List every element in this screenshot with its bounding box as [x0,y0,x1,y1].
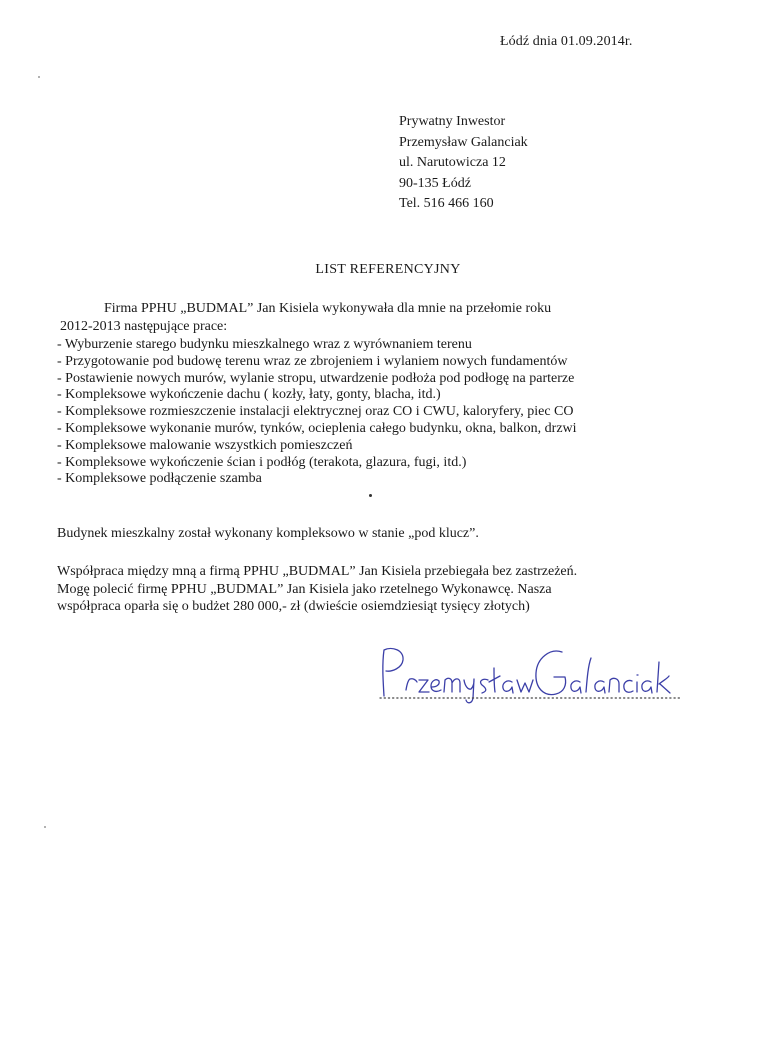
addressee-line: Przemysław Galanciak [399,134,528,150]
signature-drawing [370,640,690,710]
stray-dot [369,494,372,497]
paragraph-line: Mogę polecić firmę PPHU „BUDMAL” Jan Kisiela jako rzetelnego Wykonawcę. Nasza [57,581,552,597]
works-item: - Postawienie nowych murów, wylanie stropu, utwardzenie podłoża pod podłogę na parterze [57,370,575,386]
addressee-line: ul. Narutowicza 12 [399,155,506,170]
works-item: - Kompleksowe malowanie wszystkich pomieszczeń [57,437,353,453]
paragraph-line: Współpraca między mną a firmą PPHU „BUDMAL” Jan Kisiela przebiegała bez zastrzeżeń. [57,564,578,579]
paragraph-recommendation [57,563,577,616]
paragraph-turnkey: Budynek mieszkalny został wykonany kompleksowo w stanie „pod klucz”. [57,526,479,541]
works-item: - Przygotowanie pod budowę terenu wraz ze zbrojeniem i wylaniem nowych fundamentów [57,353,568,369]
addressee-line: 90-135 Łódź [399,175,471,191]
scan-speck [38,76,40,78]
handwritten-signature [370,640,690,710]
addressee-line: Prywatny Inwestor [399,114,506,129]
scan-speck [44,826,46,828]
addressee-line: Tel. 516 466 160 [399,196,494,211]
works-item: - Wyburzenie starego budynku mieszkalnego wraz z wyrównaniem terenu [57,337,472,352]
works-item: - Kompleksowe podłączenie szamba [57,471,262,487]
letter-title: LIST REFERENCYJNY [315,262,461,277]
works-list [57,337,577,488]
works-item: - Kompleksowe rozmieszczenie instalacji elektrycznej oraz CO i CWU, kaloryfery, piec CO [57,404,574,420]
intro-paragraph [56,300,696,336]
works-item: - Kompleksowe wykończenie ścian i podłóg (terakota, glazura, fugi, itd.) [57,454,467,470]
paragraph-line: współpraca oparła się o budżet 280 000,- zł (dwieście osiemdziesiąt tysięcy złotych) [57,599,530,614]
date-line: Łódź dnia 01.09.2014r. [500,34,633,49]
intro-line: Firma PPHU „BUDMAL” Jan Kisiela wykonywała dla mnie na przełomie roku [104,301,552,316]
addressee-block [399,112,528,215]
works-item: - Kompleksowe wykończenie dachu ( kozły, łaty, gonty, blacha, itd.) [57,387,441,403]
works-item: - Kompleksowe wykonanie murów, tynków, ocieplenia całego budynku, okna, balkon, drzwi [57,420,577,436]
intro-line: 2012-2013 następujące prace: [60,319,228,334]
